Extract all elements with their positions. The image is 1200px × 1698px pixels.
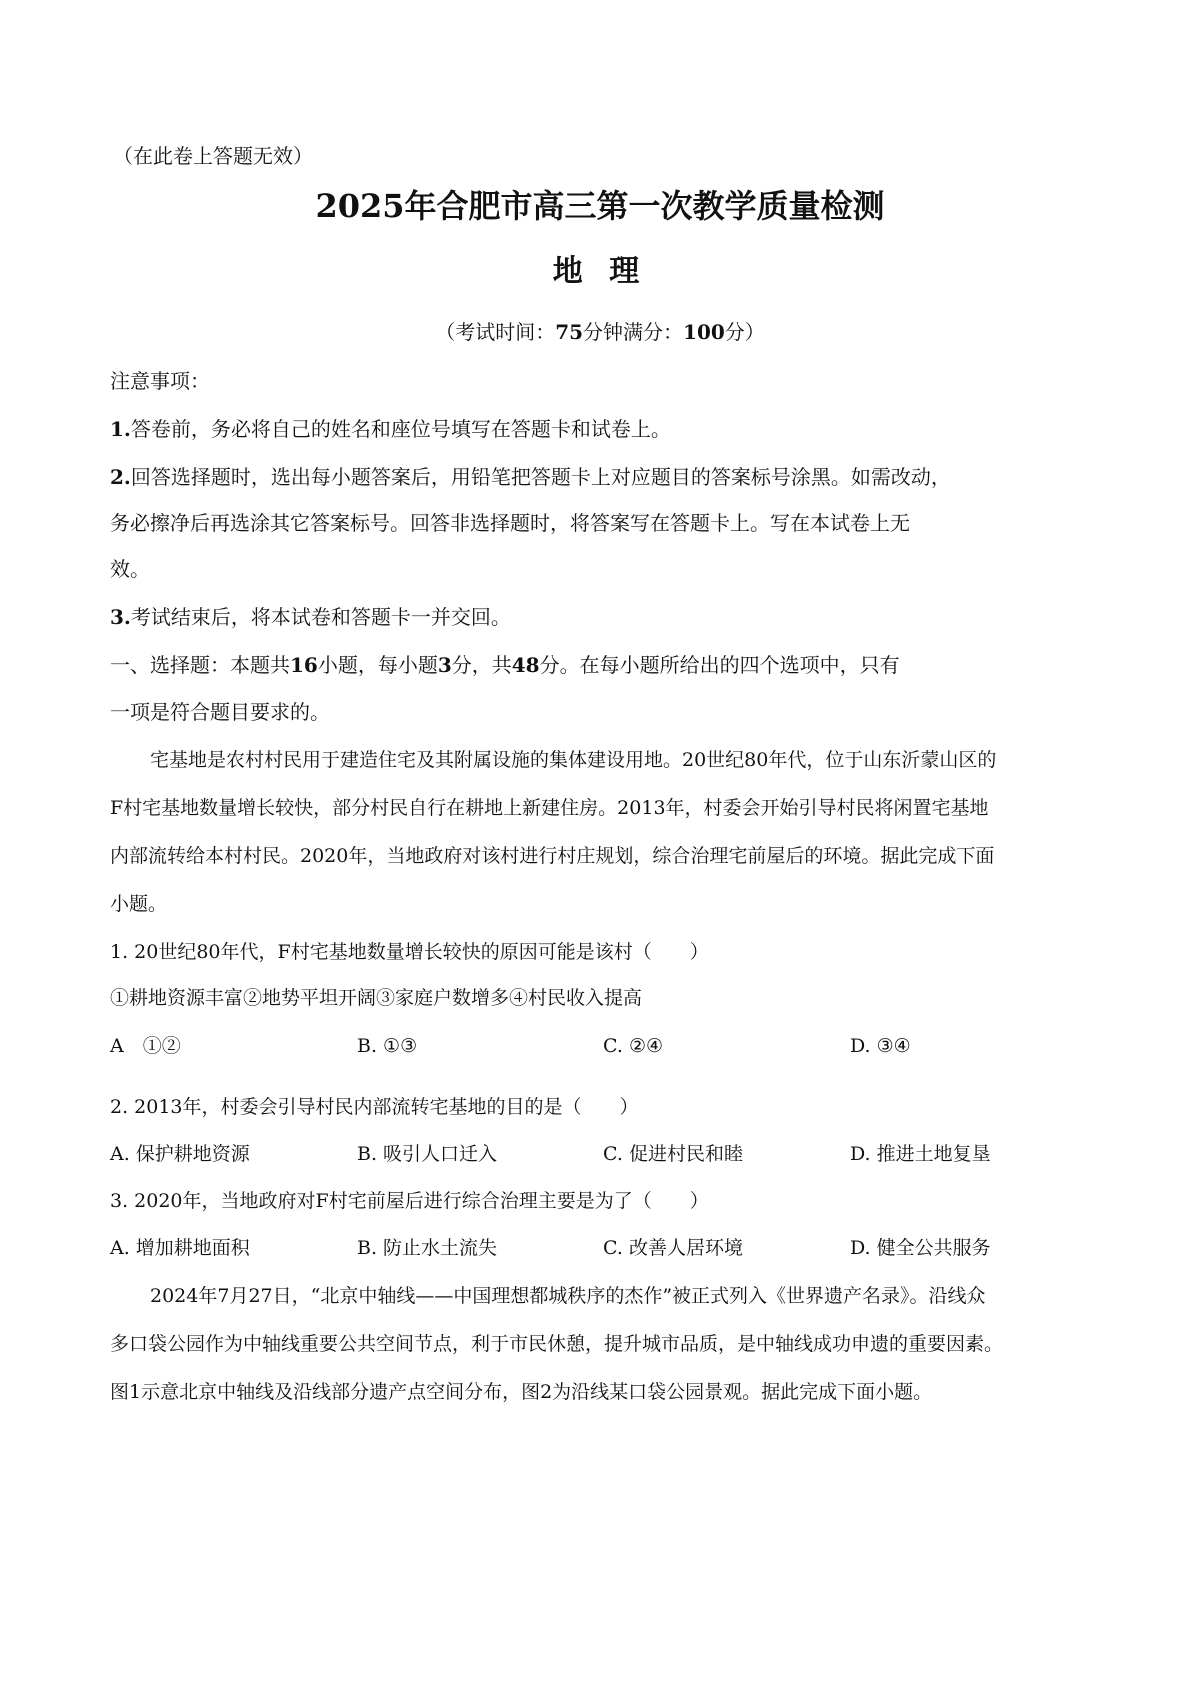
section-text-d: 分。在每小题所给出的四个选项中，只有 xyxy=(539,653,900,677)
passage-1-line-3: 内部流转给本村村民。2020年，当地政府对该村进行村庄规划，综合治理宅前屋后的环境。据此完成下面 xyxy=(110,845,995,867)
exam-info-time: 75 xyxy=(555,320,584,344)
question-1-option-b[interactable]: B. ①③ xyxy=(357,1035,418,1057)
instruction-1-num: 1. xyxy=(110,417,131,441)
question-2-option-a[interactable]: A. 保护耕地资源 xyxy=(110,1143,250,1165)
passage-2-line-2: 多口袋公园作为中轴线重要公共空间节点，利于市民休憩，提升城市品质，是中轴线成功申遗的重要因素。 xyxy=(110,1333,1004,1355)
question-2-option-d[interactable]: D. 推进土地复垦 xyxy=(850,1143,991,1165)
question-3-option-b[interactable]: B. 防止水土流失 xyxy=(357,1237,498,1259)
exam-info-score: 100 xyxy=(683,320,725,344)
question-2-option-c[interactable]: C. 促进村民和睦 xyxy=(603,1143,743,1165)
section-heading-line-2: 一项是符合题目要求的。 xyxy=(110,700,330,724)
passage-1-line-2: F村宅基地数量增长较快，部分村民自行在耕地上新建住房。2013年，村委会开始引导村民将闲置宅基地 xyxy=(110,797,989,819)
instruction-3-num: 3. xyxy=(110,605,131,629)
question-3-stem: 3. 2020年，当地政府对F村宅前屋后进行综合治理主要是为了（ ） xyxy=(110,1190,709,1212)
instruction-1 xyxy=(110,415,671,443)
question-1-option-d[interactable]: D. ③④ xyxy=(850,1035,911,1057)
instruction-2-num: 2. xyxy=(110,465,131,489)
invalid-notice: （在此卷上答题无效） xyxy=(113,144,313,168)
question-1-statements: ①耕地资源丰富②地势平坦开阔③家庭户数增多④村民收入提高 xyxy=(110,987,643,1009)
instruction-2-text-1: 回答选择题时，选出每小题答案后，用铅笔把答题卡上对应题目的答案标号涂黑。如需改动， xyxy=(130,465,951,489)
subject-title: 地 理 xyxy=(552,254,648,289)
notes-heading: 注意事项： xyxy=(110,369,210,393)
question-2-stem: 2. 2013年，村委会引导村民内部流转宅基地的目的是（ ） xyxy=(110,1096,639,1118)
question-3-option-d[interactable]: D. 健全公共服务 xyxy=(850,1237,991,1259)
instruction-2-line-3: 效。 xyxy=(110,557,150,581)
passage-1-line-4: 小题。 xyxy=(110,893,168,915)
section-text-a: 一、选择题：本题共 xyxy=(110,653,290,677)
question-3-option-c[interactable]: C. 改善人居环境 xyxy=(603,1237,743,1259)
question-3-option-a[interactable]: A. 增加耕地面积 xyxy=(110,1237,250,1259)
section-each: 3 xyxy=(437,653,452,677)
instruction-1-text: 答卷前，务必将自己的姓名和座位号填写在答题卡和试卷上。 xyxy=(130,417,671,441)
exam-title: 2025年合肥市高三第一次教学质量检测 xyxy=(315,187,885,225)
passage-2-line-3: 图1示意北京中轴线及沿线部分遗产点空间分布，图2为沿线某口袋公园景观。据此完成下面小题。 xyxy=(110,1381,933,1403)
question-1-stem: 1. 20世纪80年代，F村宅基地数量增长较快的原因可能是该村（ ） xyxy=(110,941,709,963)
question-1-option-a[interactable]: A ①② xyxy=(110,1035,181,1057)
instruction-3 xyxy=(110,603,511,631)
instruction-2-line-2: 务必擦净后再选涂其它答案标号。回答非选择题时，将答案写在答题卡上。写在本试卷上无 xyxy=(110,511,910,535)
passage-1-line-1: 宅基地是农村村民用于建造住宅及其附属设施的集体建设用地。20世纪80年代，位于山东沂蒙山区的 xyxy=(150,749,997,771)
question-2-option-b[interactable]: B. 吸引人口迁入 xyxy=(357,1143,498,1165)
section-text-c: 分，共 xyxy=(451,653,512,677)
section-count: 16 xyxy=(290,653,318,677)
section-total: 48 xyxy=(511,653,540,677)
instruction-2-line-1 xyxy=(110,463,951,491)
exam-info xyxy=(0,318,1200,346)
passage-2-line-1: 2024年7月27日，“北京中轴线——中国理想都城秩序的杰作”被正式列入《世界遗产名录》。沿线众 xyxy=(150,1285,986,1307)
question-1-option-c[interactable]: C. ②④ xyxy=(603,1035,664,1057)
exam-info-mid: 分钟满分： xyxy=(583,320,684,344)
section-heading-line-1 xyxy=(110,651,900,679)
section-text-b: 小题，每小题 xyxy=(317,653,438,677)
instruction-3-text: 考试结束后，将本试卷和答题卡一并交回。 xyxy=(130,605,511,629)
exam-info-post: 分） xyxy=(724,320,765,344)
exam-info-pre-time: （考试时间： xyxy=(435,320,556,344)
